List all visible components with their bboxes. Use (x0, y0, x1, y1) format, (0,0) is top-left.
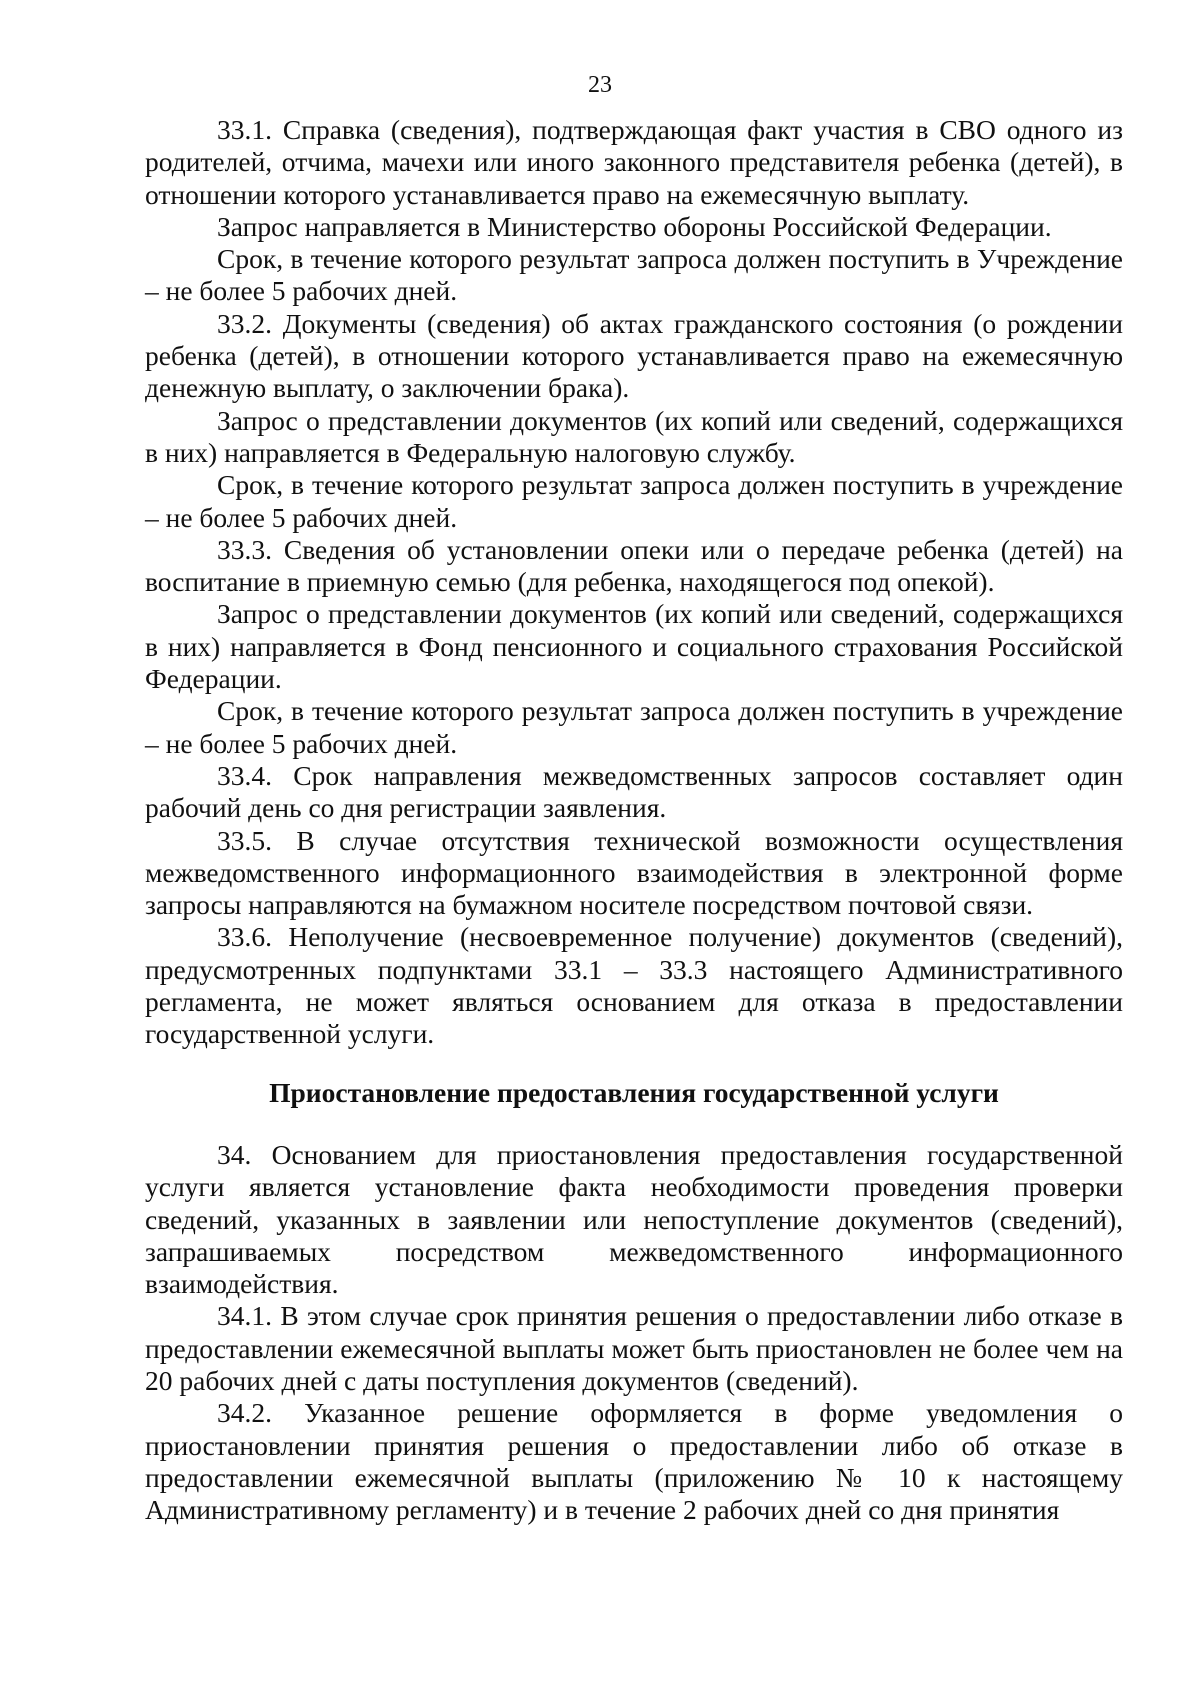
paragraph-33-1-deadline: Срок, в течение которого результат запроса должен поступить в Учреждение – не более 5 рабочих дней. (145, 243, 1123, 307)
paragraph-34-2: 34.2. Указанное решение оформляется в форме уведомления о приостановлении принятия решения о предоставлении либо об отказе в предоставлении ежемесячной выплаты (приложению № 10 к настоящему Административному регламенту) и в течение 2 рабочих дней со дня принятия (145, 1397, 1123, 1526)
paragraph-33-1-request: Запрос направляется в Министерство обороны Российской Федерации. (217, 210, 1052, 242)
paragraph-33-2-deadline: Срок, в течение которого результат запроса должен поступить в учреждение – не более 5 рабочих дней. (145, 469, 1123, 533)
paragraph-33-2-request: Запрос о представлении документов (их копий или сведений, содержащихся в них) направляется в Федеральную налоговую службу. (145, 404, 1123, 468)
paragraph-33-4: 33.4. Срок направления межведомственных запросов составляет один рабочий день со дня регистрации заявления. (145, 759, 1123, 824)
paragraph-33-5: 33.5. В случае отсутствия технической возможности осуществления межведомственного информационного взаимодействия в электронной форме запросы направляются на бумажном носителе посредством почтовой связи. (145, 824, 1123, 921)
spacer (145, 1051, 1123, 1077)
paragraph-33-1: 33.1. Справка (сведения), подтверждающая факт участия в СВО одного из родителей, отчима, мачехи или иного законного представителя ребенка (детей), в отношении которого устанавливается право на ежемесячную выплату. (145, 114, 1123, 210)
paragraph-33-3: 33.3. Сведения об установлении опеки или о передаче ребенка (детей) на воспитание в приемную семью (для ребенка, находящегося под опекой). (145, 533, 1123, 598)
paragraph-33-2: 33.2. Документы (сведения) об актах гражданского состояния (о рождении ребенка (детей), в отношении которого устанавливается право на ежемесячную денежную выплату, о заключении брака). (145, 307, 1123, 404)
paragraph-33-3-deadline: Срок, в течение которого результат запроса должен поступить в учреждение – не более 5 рабочих дней. (145, 695, 1123, 759)
paragraph-34: 34. Основанием для приостановления предоставления государственной услуги является установление факта необходимости проведения проверки сведений, указанных в заявлении или непоступление документов (сведений), запрашиваемых посредством межведомственного информационного взаимодействия. (145, 1138, 1123, 1300)
spacer (145, 1109, 1123, 1139)
section-heading: Приостановление предоставления государственной услуги (269, 1076, 999, 1108)
paragraph-34-1: 34.1. В этом случае срок принятия решения о предоставлении либо отказе в предоставлении ежемесячной выплаты может быть приостановлен не более чем на 20 рабочих дней с даты поступления документов (сведений). (145, 1300, 1123, 1396)
paragraph-33-3-request: Запрос о представлении документов (их копий или сведений, содержащихся в них) направляется в Фонд пенсионного и социального страхования Российской Федерации. (145, 598, 1123, 695)
document-body (145, 114, 1123, 1526)
paragraph-33-6: 33.6. Неполучение (несвоевременное получение) документов (сведений), предусмотренных подпунктами 33.1 – 33.3 настоящего Административного регламента, не может являться основанием для отказа в предоставлении государственной услуги. (145, 921, 1123, 1050)
page-number: 23 (588, 72, 612, 98)
